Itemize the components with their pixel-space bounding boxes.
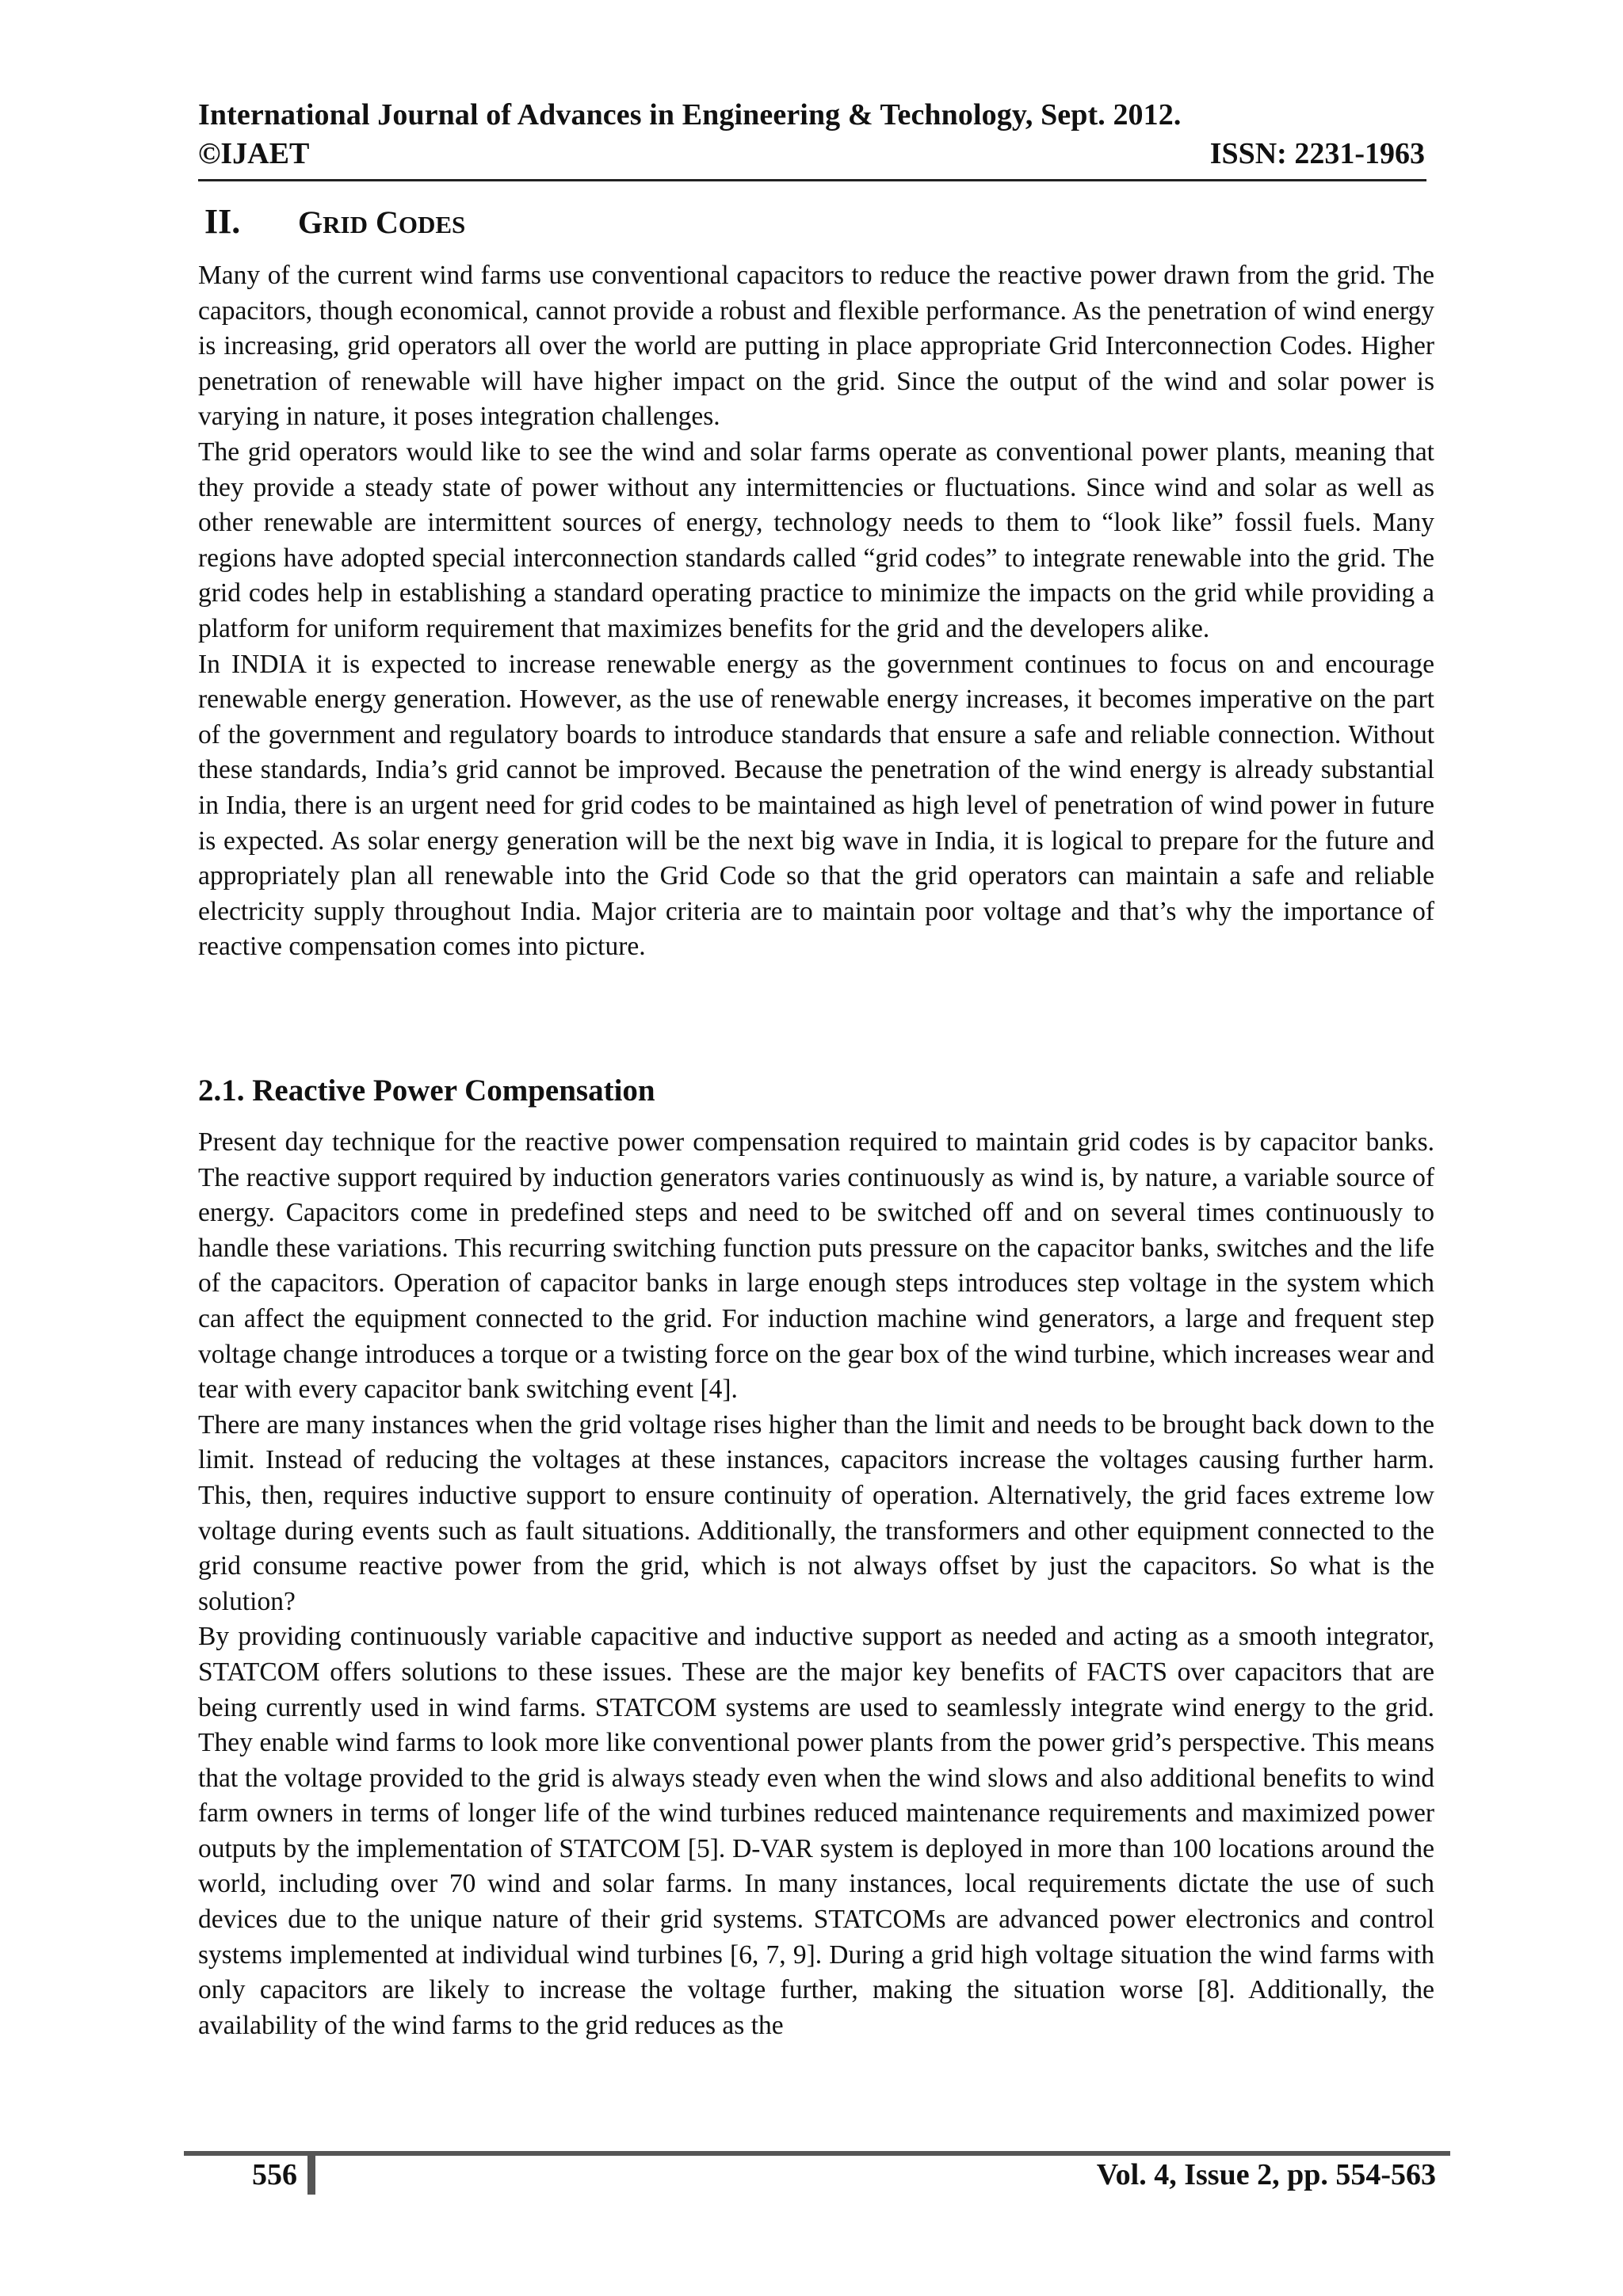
section-number: II. [204, 202, 241, 241]
subsection-heading: 2.1. Reactive Power Compensation [198, 1074, 655, 1108]
paragraph: The grid operators would like to see the wind and solar farms operate as conventional power plants, meaning that they provide a steady state of power without any intermittencies or fluctuations. Since wind and solar as well as other renewable are intermittent sources of energy, technology needs to them to “look like” fossil fuels. Many regions have adopted special interconnection standards called “grid codes” to integrate renewable into the grid. The grid codes help in establishing a standard operating practice to minimize the impacts on the grid while providing a platform for uniform requirement that maximizes benefits for the grid and the developers alike. [198, 437, 1434, 643]
section-title-rest-1: RID [323, 211, 368, 238]
paragraph: Present day technique for the reactive power compensation required to maintain grid codes is by capacitor banks. The reactive support required by induction generators varies continuously as wind is, by nature, a variable source of energy. Capacitors come in predefined steps and need to be switched off and on several times continuously to handle these variations. This recurring switching function puts pressure on the capacitor banks, switches and the life of the capacitors. Operation of capacitor banks in large enough steps introduces step voltage in the system which can affect the equipment connected to the grid. For induction machine wind generators, a large and frequent step voltage change introduces a torque or a twisting force on the gear box of the wind turbine, which increases wear and tear with every capacitor bank switching event [4]. [198, 1127, 1434, 1405]
section-body [198, 258, 1434, 965]
volume-info: Vol. 4, Issue 2, pp. 554-563 [1096, 2158, 1436, 2191]
header-rule [198, 179, 1426, 181]
issn-label: ISSN: 2231-1963 [1209, 137, 1425, 170]
page-number: 556 [252, 2158, 297, 2191]
section-title-cap-2: C [375, 204, 399, 240]
paragraph: In INDIA it is expected to increase renewable energy as the government continues to focus on and encourage renewable energy generation. However, as the use of renewable energy increases, it becomes imperative on the part of the government and regulatory boards to introduce standards that ensure a safe and reliable connection. Without these standards, India’s grid cannot be improved. Because the penetration of the wind energy is already substantial in India, there is an urgent need for grid codes to be maintained as high level of penetration of wind power in future is expected. As solar energy generation will be the next big wave in India, it is logical to prepare for the future and appropriately plan all renewable into the Grid Code so that the grid operators can maintain a safe and reliable electricity supply throughout India. Major criteria are to maintain poor voltage and that’s why the importance of reactive compensation comes into picture. [198, 649, 1434, 962]
section-heading [204, 201, 465, 242]
paragraph: Many of the current wind farms use conventional capacitors to reduce the reactive power drawn from the grid. The capacitors, though economical, cannot provide a robust and flexible performance. As the penetration of wind energy is increasing, grid operators all over the world are putting in place appropriate Grid Interconnection Codes. Higher penetration of renewable will have higher impact on the grid. Since the output of the wind and solar power is varying in nature, it poses integration challenges. [198, 261, 1434, 432]
paragraph: By providing continuously variable capacitive and inductive support as needed and acting as a smooth integrator, STATCOM offers solutions to these issues. These are the major key benefits of FACTS over capacitors that are being currently used in wind farms. STATCOM systems are used to seamlessly integrate wind energy to the grid. They enable wind farms to look more like conventional power plants from the power grid’s perspective. This means that the voltage provided to the grid is always steady even when the wind slows and also additional benefits to wind farm owners in terms of longer life of the wind turbines reduced maintenance requirements and maximized power outputs by the implementation of STATCOM [5]. D-VAR system is deployed in more than 100 locations around the world, including over 70 wind and solar farms. In many instances, local requirements dictate the use of such devices due to the unique nature of their grid systems. STATCOMs are advanced power electronics and control systems implemented at individual wind turbines [6, 7, 9]. During a grid high voltage situation the wind farms with only capacitors are likely to increase the voltage further, making the situation worse [8]. Additionally, the availability of the wind farms to the grid reduces as the [198, 1622, 1434, 2040]
paragraph: There are many instances when the grid voltage rises higher than the limit and needs to be brought back down to the limit. Instead of reducing the voltages at these instances, capacitors increase the voltages causing further harm. This, then, requires inductive support to ensure continuity of operation. Alternatively, the grid faces extreme low voltage during events such as fault situations. Additionally, the transformers and other equipment connected to the grid consume reactive power from the grid, which is not always offset by just the capacitors. So what is the solution? [198, 1409, 1434, 1616]
copyright-label: ©IJAET [198, 137, 310, 170]
section-title-cap-1: G [298, 204, 323, 240]
footer-rule [184, 2151, 1450, 2156]
section-title [298, 204, 465, 240]
subsection-body [198, 1125, 1434, 2043]
journal-title: International Journal of Advances in Engineering & Technology, Sept. 2012. [198, 98, 1182, 132]
footer-separator-bar [307, 2153, 315, 2195]
section-title-rest-2: ODES [398, 211, 466, 238]
